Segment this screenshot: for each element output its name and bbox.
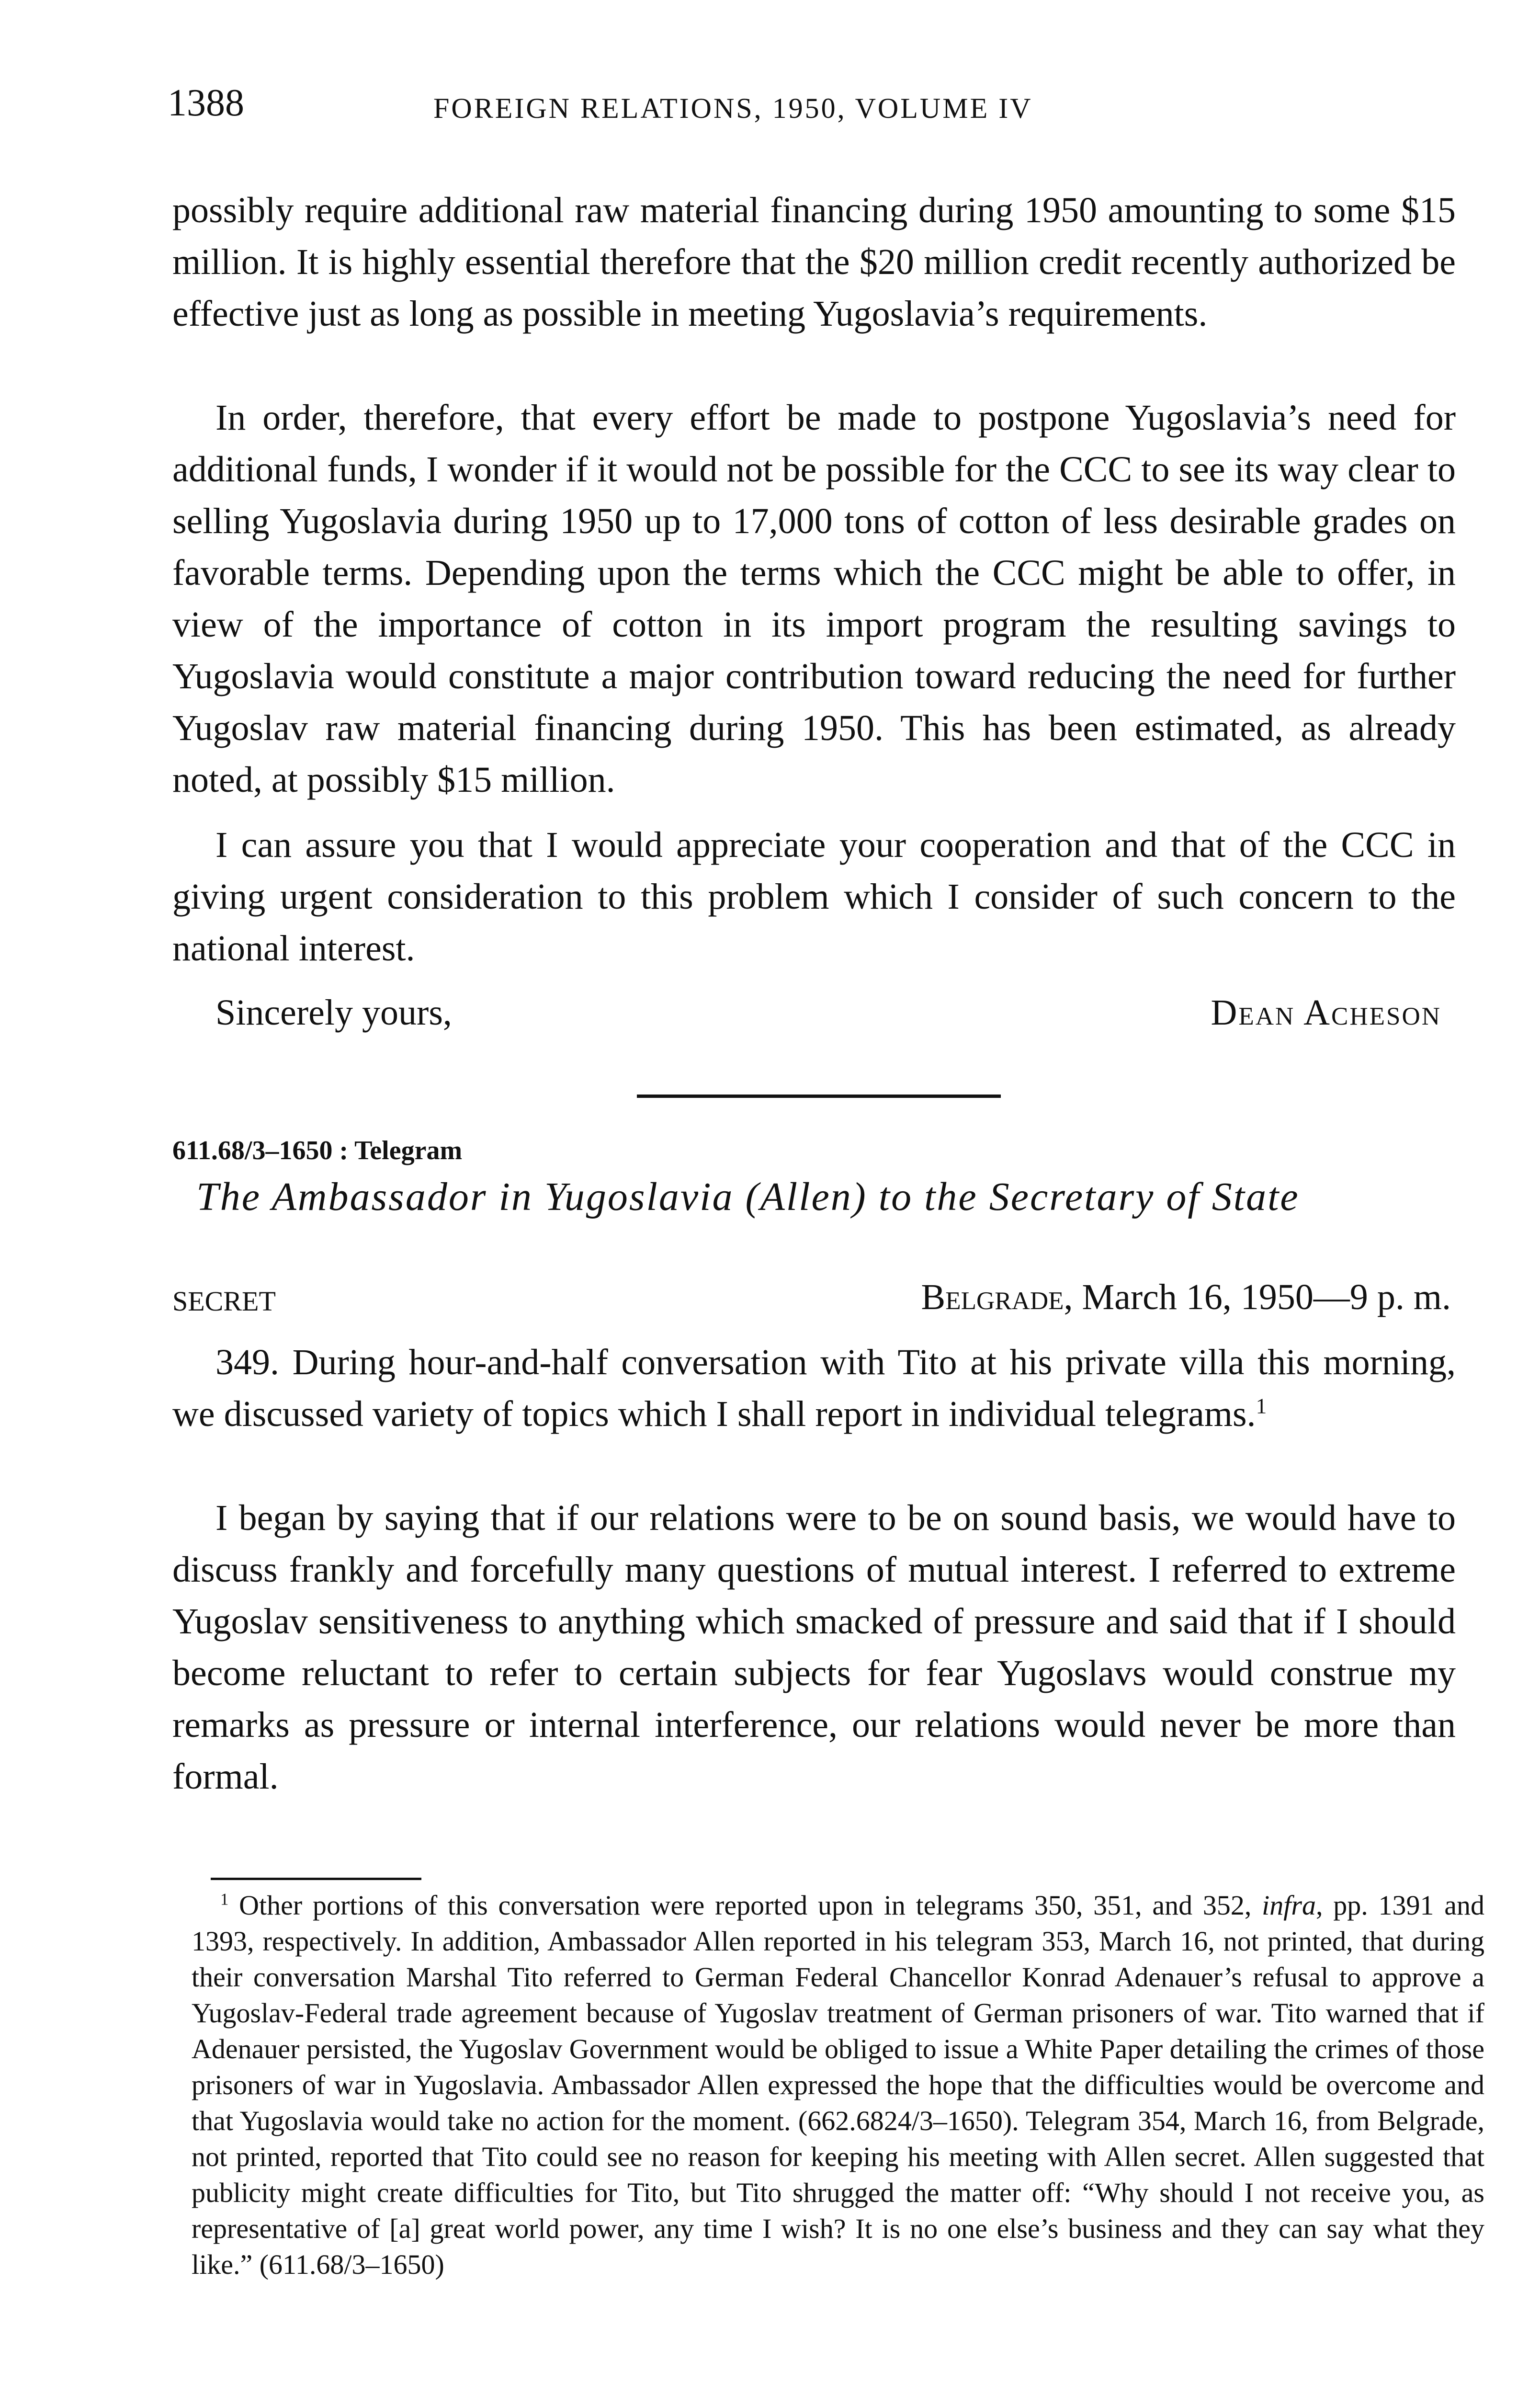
footnote-reference: 1 [1256,1393,1267,1418]
letter-paragraph-1: possibly require additional raw material financing during 1950 amounting to some $15 million. It is highly essential therefore that the $20 million credit recently authorized be effective just as long as possible in meeting Yugoslavia’s requirements. [172,190,1456,334]
telegram-heading [172,1277,1465,1329]
letter-paragraph-3: I can assure you that I would appreciate your cooperation and that of the CCC in giving urgent consideration to this problem which I consider of such concern to the national interest. [172,825,1456,969]
letter-signoff [215,987,1461,1039]
telegram-paragraph-1 [172,1336,1456,1440]
closing: Sincerely yours, [215,992,452,1033]
letter-paragraph-2: In order, therefore, that every effort be made to postpone Yugoslavia’s need for additional funds, I wonder if it would not be possible for the CCC to see its way clear to selling Yugoslavia during 1950 up to 17,000 tons of cotton of less desirable grades on favorable terms. Depending upon the terms which the CCC might be able to offer, in view of the importance of cotton in its import program the resulting savings to Yugoslavia would constitute a major contribution toward reducing the need for further Yugoslav raw material financing during 1950. This has been estimated, as already noted, at possibly $15 million. [172,398,1456,800]
footnote-text-a: Other portions of this conversation were reported upon in telegrams 350, 351, and 352, [239,1890,1262,1921]
footnote-marker: 1 [220,1890,229,1909]
file-reference: 611.68/3–1650 : Telegram [172,1136,463,1165]
dateline [921,1277,1451,1318]
page-number: 1388 [168,82,244,124]
footnote-text-b: , pp. 1391 and 1393, respectively. In addition, Ambassador Allen reported in his telegram 353, March 16, not printed, that during their conversation Marshal Tito referred to German Federal Chancellor Konrad Adenauer’s refusal to approve a Yugoslav-Federal trade agreement because of Yugoslav treatment of German prisoners of war. Tito warned that if Adenauer persisted, the Yugoslav Government would be obliged to issue a White Paper detailing the crimes of those prisoners of war in Yugoslavia. Ambassador Allen expressed the hope that the difficulties would be overcome and that Yugoslavia would take no action for the moment. (662.6824/3–1650). Telegram 354, March 16, from Belgrade, not printed, reported that Tito could see no reason for keeping his meeting with Allen secret. Allen suggested that publicity might create difficulties for Tito, but Tito shrugged the matter off: “Why should I not receive you, as representative of [a] great world power, any time I wish? It is no one else’s business and they can say what they like.” (611.68/3–1650) [192,1890,1484,2280]
telegram-paragraph-1-text: 349. During hour-and-half conversation with Tito at his private villa this morning, we discussed variety of topics which I shall report in individual telegrams. [172,1342,1456,1434]
footnote-divider [211,1878,421,1880]
telegram-paragraph-2: I began by saying that if our relations were to be on sound basis, we would have to discuss frankly and forcefully many questions of mutual interest. I referred to extreme Yugoslav sensitiveness to anything which smacked of pressure and said that if I should become reluctant to refer to certain subjects for fear Yugoslavs would construe my remarks as pressure or internal interference, our relations would never be more than formal. [172,1498,1456,1797]
footnote-infra: infra [1262,1890,1316,1921]
signature: Dean Acheson [1211,992,1441,1033]
dateline-date: March 16, 1950—9 p. m. [1082,1277,1451,1317]
running-header [168,81,1461,148]
dateline-place: Belgrade, [921,1277,1073,1317]
section-divider [637,1095,1001,1098]
footnote [192,1887,1484,2282]
running-title: FOREIGN RELATIONS, 1950, VOLUME IV [433,92,1033,124]
classification-label: SECRET [172,1286,276,1317]
document-title: The Ambassador in Yugoslavia (Allen) to the Secretary of State [196,1175,1300,1219]
